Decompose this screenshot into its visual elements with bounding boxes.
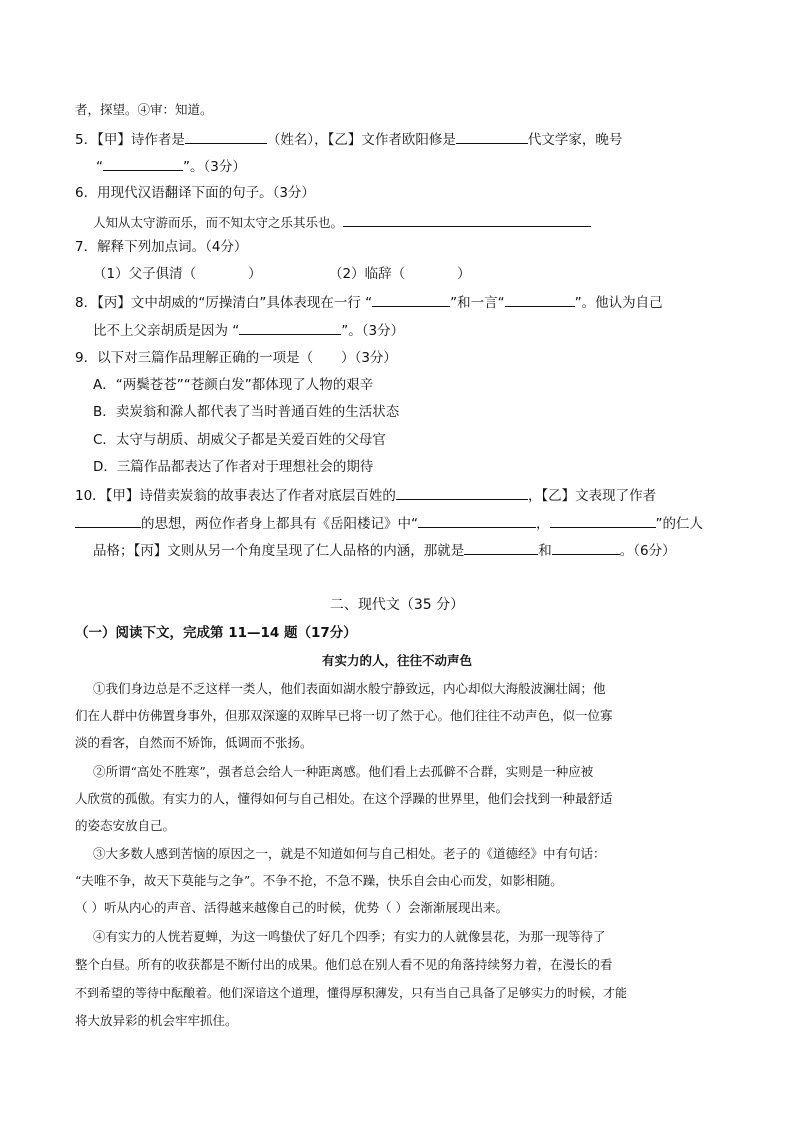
q5-text-d: “ xyxy=(96,159,103,175)
para-3-line-3: （ ）听从内心的声音、活得越来越像自己的时候，优势（ ）会渐渐展现出来。 xyxy=(75,900,508,915)
para-4-line-2: 整个白昼。所有的收获都是不断付出的成果。他们总在别人看不见的角落持续努力着，在漫长的看 xyxy=(75,957,613,972)
para-2-line-3: 的姿态安放自己。 xyxy=(75,818,176,833)
q8-text-d: ”。他认为自己 xyxy=(574,295,663,311)
q10-text-c: 的思想，两位作者身上都具有《岳阳楼记》中“ xyxy=(141,516,418,532)
q7-item2-text: （2）临辞（ xyxy=(329,266,406,282)
article-title: 有实力的人，往往不动声色 xyxy=(321,653,472,668)
question-5-line-1 xyxy=(75,130,622,149)
q10-text-d: ， xyxy=(536,516,550,532)
q9-option-b[interactable]: B．卖炭翁和滁人都代表了当时普通百姓的生活状态 xyxy=(93,404,400,420)
question-6-title: 6．用现代汉语翻译下面的句子。（3分） xyxy=(75,185,315,201)
question-5-line-2 xyxy=(96,157,246,176)
q8-blank-words[interactable] xyxy=(505,293,575,307)
q5-blank-author[interactable] xyxy=(185,130,267,144)
q7-item1-end: ） xyxy=(248,266,262,282)
para-3-line-2: “夫唯不争，故天下莫能与之争”。不争不抢，不急不躁，快乐自会由心而发，如影相随。 xyxy=(75,873,563,888)
question-7-title: 7．解释下列加点词。（4分） xyxy=(75,239,248,255)
question-8-line-2 xyxy=(93,321,404,340)
question-7-item-2 xyxy=(329,265,471,283)
q10-text-a: 10．【甲】诗借卖炭翁的故事表达了作者对底层百姓的 xyxy=(75,488,396,504)
q5-blank-dynasty[interactable] xyxy=(456,130,528,144)
question-9-title xyxy=(75,349,397,367)
top-note: 者，探望。④审：知道。 xyxy=(75,102,213,117)
q8-text-g: ”。（3分） xyxy=(341,323,405,339)
q10-text-h: 。（6分） xyxy=(619,543,676,559)
q8-text-f: “ xyxy=(232,323,240,339)
q5-text-e: ”。（3分） xyxy=(183,159,246,175)
section-2-subtitle: （一）阅读下文，完成第 11—14 题（17分） xyxy=(75,625,357,641)
q6-blank-translation[interactable] xyxy=(343,213,591,227)
q10-blank-3[interactable] xyxy=(418,514,536,528)
q7-item1-text: （1）父子俱清（ xyxy=(93,266,197,282)
q6-sentence: 人知从太守游而乐，而不知太守之乐其乐也。 xyxy=(93,215,344,230)
para-2-line-2: 人欣赏的孤傲。有实力的人，懂得如何与自己相处。在这个浮躁的世界里，他们会找到一种最舒适 xyxy=(75,791,613,806)
para-4-line-1: ④有实力的人恍若夏蝉，为这一鸣蛰伏了好几个四季；有实力的人就像昙花，为那一现等待了 xyxy=(93,929,606,944)
q10-text-f: 品格；【丙】文则从另一个角度呈现了仁人品格的内涵，那就是 xyxy=(93,543,465,559)
section-2-title: 二、现代文（35 分） xyxy=(329,597,465,613)
q10-text-g: 和 xyxy=(538,543,552,559)
q10-blank-5[interactable] xyxy=(464,541,538,555)
question-10-line-1 xyxy=(75,486,656,505)
q8-text-c: ”和一言“ xyxy=(450,295,505,311)
question-8-line-1 xyxy=(75,293,663,312)
q8-text-a: 8．【丙】文中胡威的“厉操清白”具体表现在一行 xyxy=(75,295,361,311)
q9-title-end: ）（3分） xyxy=(341,350,397,366)
para-1-line-3: 淡的看客，自然而不矫饰，低调而不张扬。 xyxy=(75,735,313,750)
q8-blank-action[interactable] xyxy=(372,293,450,307)
q10-blank-2[interactable] xyxy=(75,514,141,528)
q10-blank-6[interactable] xyxy=(552,541,620,555)
q9-option-c[interactable]: C．太守与胡质、胡威父子都是关爱百姓的父母官 xyxy=(93,432,386,448)
question-7-item-1 xyxy=(93,265,262,283)
q7-item2-end: ） xyxy=(457,266,471,282)
para-4-line-4: 将大放异彩的机会牢牢抓住。 xyxy=(75,1013,238,1028)
q9-title-text: 9．以下对三篇作品理解正确的一项是（ xyxy=(75,350,314,366)
question-10-line-2 xyxy=(75,514,703,533)
para-1-line-1: ①我们身边总是不乏这样一类人，他们表面如湖水般宁静致远，内心却似大海般波澜壮阔；他 xyxy=(93,681,606,696)
para-2-line-1: ②所谓“高处不胜寒”，强者总会给人一种距离感。他们看上去孤僻不合群，实则是一种应被 xyxy=(93,764,594,779)
q10-text-e: ”的仁人 xyxy=(655,516,703,532)
q10-blank-1[interactable] xyxy=(396,486,528,500)
q5-text-b: （姓名），【乙】文作者欧阳修是 xyxy=(266,132,456,148)
q5-number: 5． xyxy=(75,132,98,148)
q5-text-a: 【甲】诗作者是 xyxy=(97,132,185,148)
para-3-line-1: ③大多数人感到苦恼的原因之一，就是不知道如何与自己相处。老子的《道德经》中有句话： xyxy=(93,846,606,861)
para-1-line-2: 们在人群中仿佛置身事外，但那双深邃的双眸早已将一切了然于心。他们往往不动声色，似一位寡 xyxy=(75,708,613,723)
q5-text-c: 代文学家，晚号 xyxy=(527,132,623,148)
q10-text-b: ，【乙】文表现了作者 xyxy=(527,488,657,504)
question-10-line-3 xyxy=(93,541,676,560)
q5-blank-nickname[interactable] xyxy=(103,157,183,171)
q9-option-a[interactable]: A．“两鬓苍苍”“苍颜白发”都体现了人物的艰辛 xyxy=(93,377,374,393)
para-4-line-3: 不到希望的等待中酝酿着。他们深谙这个道理，懂得厚积薄发，只有当自己具备了足够实力的时候，才能 xyxy=(75,986,628,1000)
question-6-line xyxy=(93,213,591,232)
q9-option-d[interactable]: D．三篇作品都表达了作者对于理想社会的期待 xyxy=(93,459,374,475)
q10-blank-4[interactable] xyxy=(550,514,656,528)
q8-text-e: 比不上父亲胡质是因为 xyxy=(93,323,228,339)
q8-text-b: “ xyxy=(365,295,373,311)
q8-blank-reason[interactable] xyxy=(239,321,341,335)
